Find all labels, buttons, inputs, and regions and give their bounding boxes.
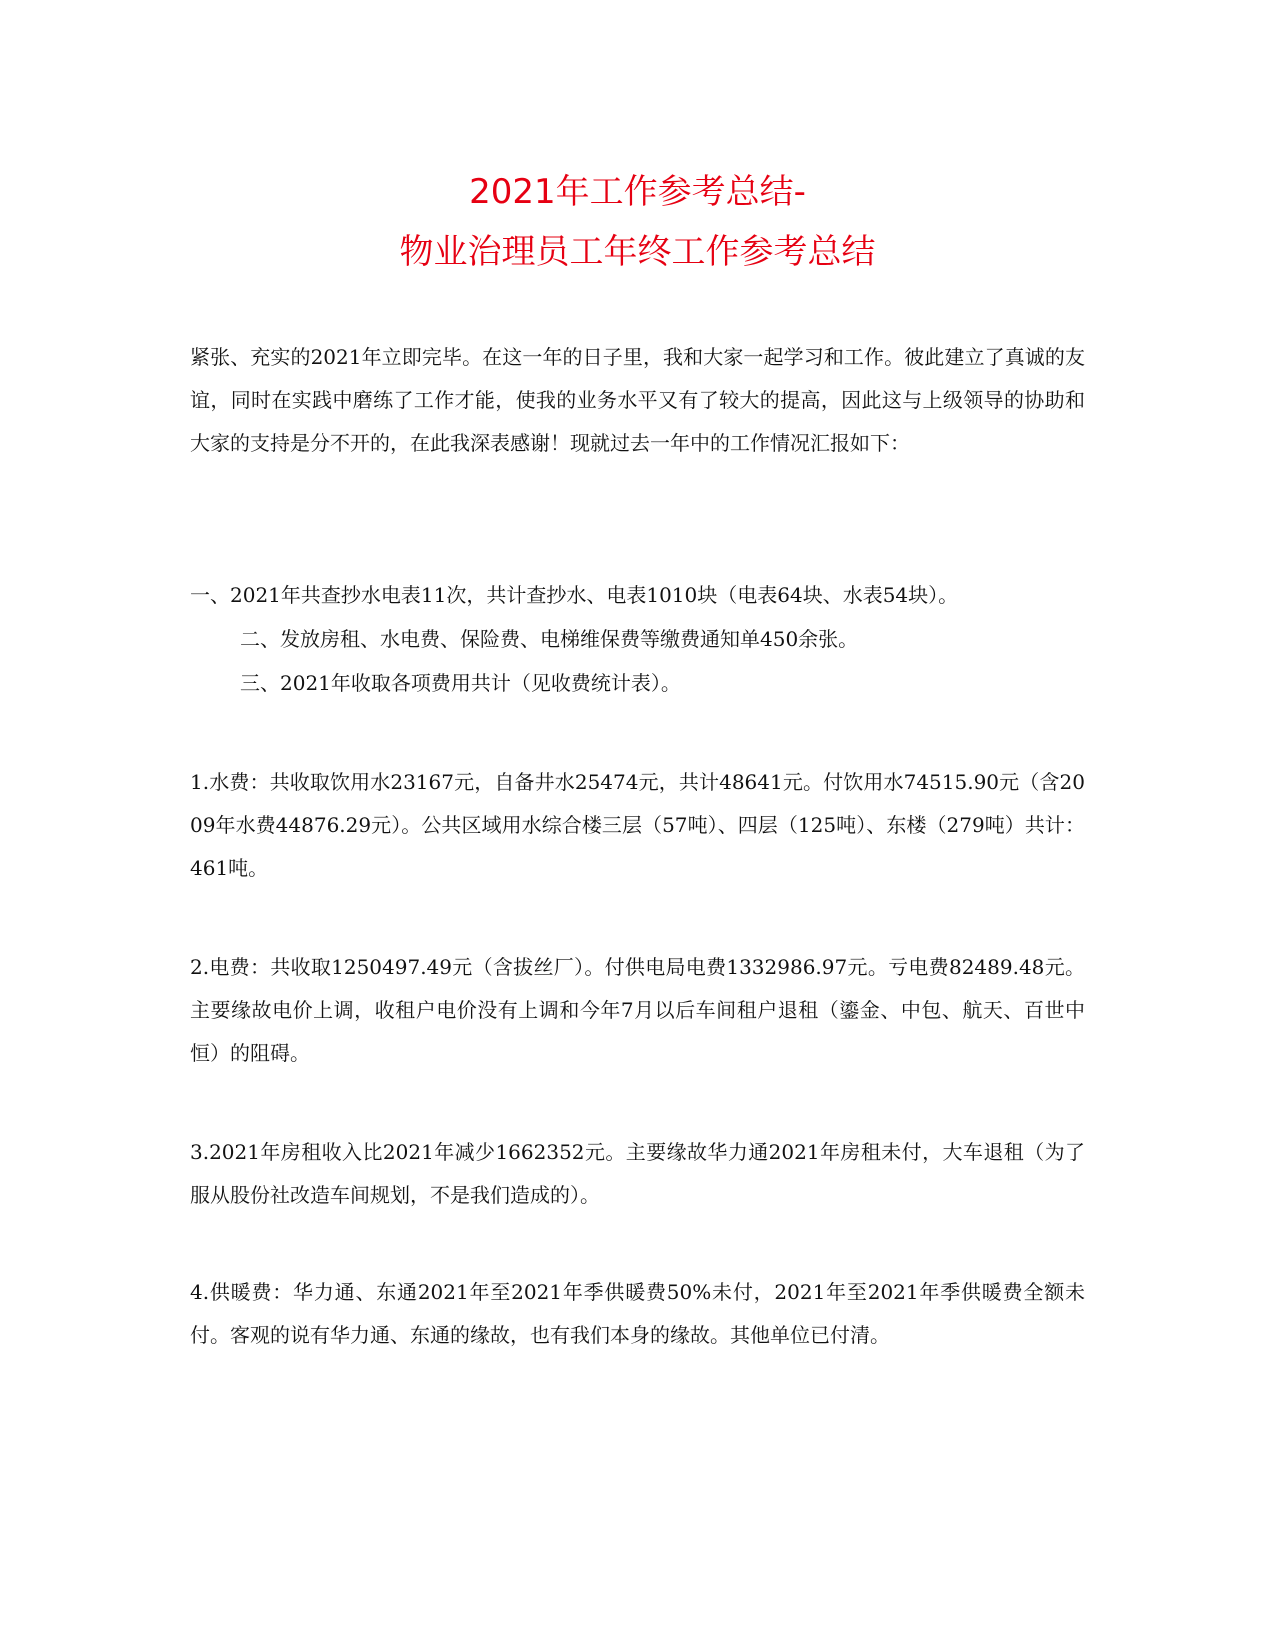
electric-fee-paragraph: 2.电费：共收取1250497.49元（含拔丝厂）。付供电局电费1332986.97元。亏电费82489.48元。主要缘故电价上调，收租户电价没有上调和今年7月以后车间租户退租（鎏金、中包、航天、百世中恒）的阻碍。 (190, 955, 1085, 1065)
intro-paragraph: 紧张、充实的2021年立即完毕。在这一年的日子里，我和大家一起学习和工作。彼此建立了真诚的友谊，同时在实践中磨练了工作才能，使我的业务水平又有了较大的提高，因此这与上级领导的协助和大家的支持是分不开的，在此我深表感谢！现就过去一年中的工作情况汇报如下： (190, 345, 1085, 455)
item-two-paragraph: 二、发放房租、水电费、保险费、电梯维保费等缴费通知单450余张。 (240, 627, 859, 651)
rent-paragraph: 3.2021年房租收入比2021年减少1662352元。主要缘故华力通2021年房租未付，大车退租（为了服从股份社改造车间规划，不是我们造成的）。 (190, 1140, 1085, 1207)
item-one-paragraph: 一、2021年共查抄水电表11次，共计查抄水、电表1010块（电表64块、水表54块）。 (190, 583, 959, 607)
water-fee-paragraph: 1.水费：共收取饮用水23167元，自备井水25474元，共计48641元。付饮用水74515.90元（含2009年水费44876.29元）。公共区域用水综合楼三层（57吨）、四层（125吨）、东楼（279吨）共计：461吨。 (190, 770, 1085, 880)
heating-fee-paragraph: 4.供暖费：华力通、东通2021年至2021年季供暖费50%未付，2021年至2021年季供暖费全额未付。客观的说有华力通、东通的缘故，也有我们本身的缘故。其他单位已付清。 (190, 1280, 1085, 1347)
item-three-paragraph: 三、2021年收取各项费用共计（见收费统计表）。 (240, 671, 681, 695)
document-title-line2: 物业治理员工年终工作参考总结 (399, 232, 876, 272)
document-title-line1: 2021年工作参考总结- (469, 172, 806, 212)
